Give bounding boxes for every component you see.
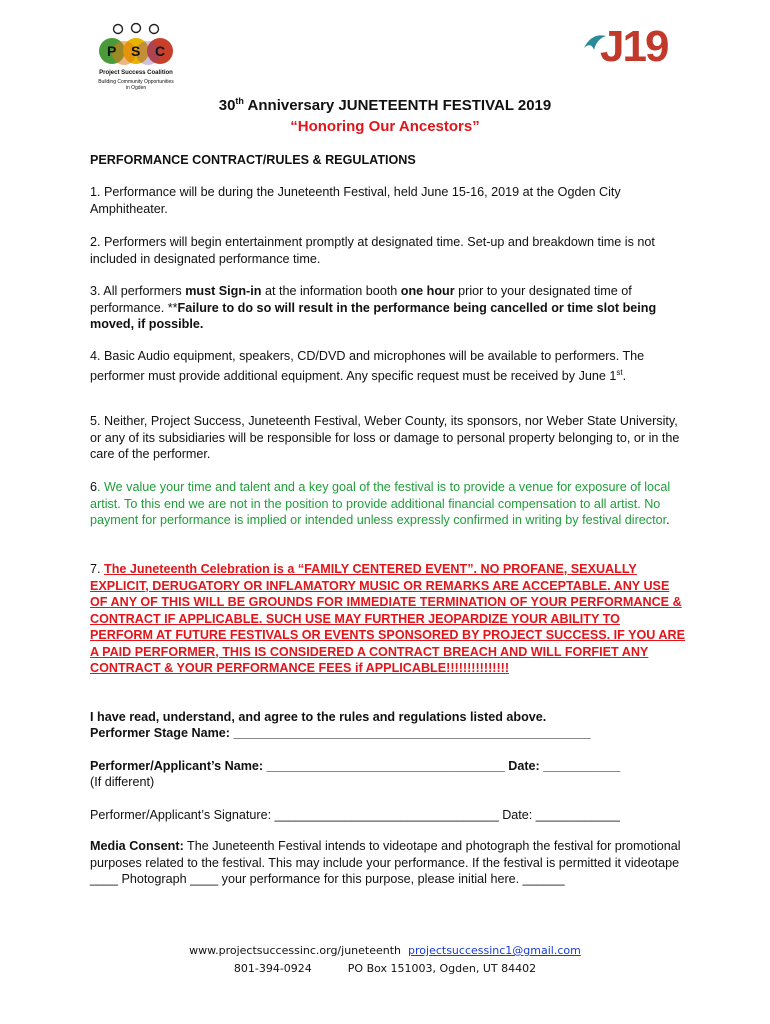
footer-line-2 <box>0 962 770 975</box>
footer-website[interactable]: www.projectsuccessinc.org/juneteenth <box>189 944 402 957</box>
applicant-name-field[interactable]: Performer/Applicant’s Name: __________________________________ Date: ___________ <box>90 759 621 773</box>
rule-1: 1. Performance will be during the Juneteenth Festival, held June 15-16, 2019 at the Ogden City Amphitheater. <box>90 185 621 216</box>
psc-letter-p: P <box>107 43 117 59</box>
rule-3-text-a: 3. All performers <box>90 284 186 298</box>
j19-text: J19 <box>600 22 668 71</box>
rule-6-text: . We value your time and talent and a key goal of the festival is to provide a venue for exposure of local artist. To this end we are not in the position to provide additional financial compensation to all artist. No payment for performance is implied or intended unless expressly confirmed in writing by festival director <box>90 480 671 527</box>
if-different-note: (If different) <box>90 775 155 789</box>
page-title <box>0 96 770 114</box>
footer-email[interactable]: projectsuccessinc1@gmail.com <box>408 944 581 957</box>
rule-3-text-e: prior to your designated time of performance. ** <box>90 284 632 315</box>
rule-7-text: The Juneteenth Celebration is a “FAMILY CENTERED EVENT”. NO PROFANE, SEXUALLY EXPLICIT, DERUGATORY OR INFLAMATORY MUSIC OR REMARKS ARE ACCEPTABLE. ANY USE OF ANY OF THIS WILL BE GROUNDS FOR IMMEDIATE TERMINATION OF YOUR PERFORMANCE & CONTRACT IF APPLICABLE. SUCH USE MAY FURTHER JEOPARDIZE YOUR ABILITY TO PERFORM AT FUTURE FESTIVALS OR EVENTS SPONSORED BY PROJECT SUCCESS. IF YOU ARE A PAID PERFORMER, THIS IS CONSIDERED A CONTRACT BREACH AND WILL FORFIET ANY CONTRACT & YOUR PERFORMANCE FEES if APPLICABLE!!!!!!!!!!!!!!! <box>90 562 686 675</box>
stage-name-field[interactable]: Performer Stage Name: ___________________________________________________ <box>90 726 591 740</box>
psc-tagline: Building Community Opportunities in Ogden <box>98 79 174 91</box>
footer-line-1 <box>0 944 770 957</box>
psc-letter-c: C <box>155 43 166 59</box>
media-consent-label: Media Consent: <box>90 839 184 853</box>
j19-logo <box>578 22 678 74</box>
footer-phone: 801-394-0924 <box>233 962 312 975</box>
section-title: PERFORMANCE CONTRACT/RULES & REGULATIONS <box>90 153 416 167</box>
rule-6 <box>90 479 686 529</box>
rule-4-period: . <box>622 368 627 383</box>
rule-7 <box>90 561 686 677</box>
rule-3 <box>90 283 686 333</box>
rule-6-period: . <box>666 513 670 527</box>
rule-4-superscript: st <box>616 367 623 377</box>
media-consent <box>90 838 686 888</box>
rule-3-one-hour: one hour <box>400 284 455 298</box>
rule-2: 2. Performers will begin entertainment promptly at designated time. Set-up and breakdown time is not included in designated performance time. <box>90 235 655 266</box>
rule-3-text-c: at the information booth <box>261 284 401 298</box>
agreement-statement: I have read, understand, and agree to the rules and regulations listed above. <box>90 710 547 724</box>
psc-name: Project Success Coalition <box>99 70 173 76</box>
media-consent-text: The Juneteenth Festival intends to videotape and photograph the festival for promotional purposes related to the festival. This may include your performance. If the festival is permitted it videotape ____ Photograph ____ your performance for this purpose, please initial here. ______ <box>90 839 681 886</box>
rule-6-number: 6 <box>90 480 98 494</box>
psc-letter-s: S <box>131 43 141 59</box>
title-number: 30 <box>218 97 236 114</box>
page-subtitle: “Honoring Our Ancestors” <box>290 118 480 135</box>
footer-address: PO Box 151003, Ogden, UT 84402 <box>347 962 537 975</box>
signature-field[interactable]: Performer/Applicant’s Signature: ________________________________ Date: ____________ <box>90 808 620 822</box>
rule-5: 5. Neither, Project Success, Juneteenth Festival, Weber County, its sponsors, nor Weber State University, or any of its subsidiaries will be responsible for loss or damage to personal property belonging to, or in the care of the performer. <box>90 414 680 461</box>
rule-4-text: 4. Basic Audio equipment, speakers, CD/DVD and microphones will be available to performers. The performer must provide additional equipment. Any specific request must be received by June 1 <box>90 349 645 383</box>
title-text: Anniversary JUNETEENTH FESTIVAL 2019 <box>243 97 552 114</box>
rule-3-warning: Failure to do so will result in the performance being cancelled or time slot being moved, if possible. <box>90 300 657 331</box>
title-superscript: th <box>235 96 244 106</box>
rule-4 <box>90 348 686 384</box>
rule-7-number: 7. <box>90 562 105 576</box>
psc-logo <box>96 20 176 102</box>
rule-3-sign-in: must Sign-in <box>185 284 262 298</box>
